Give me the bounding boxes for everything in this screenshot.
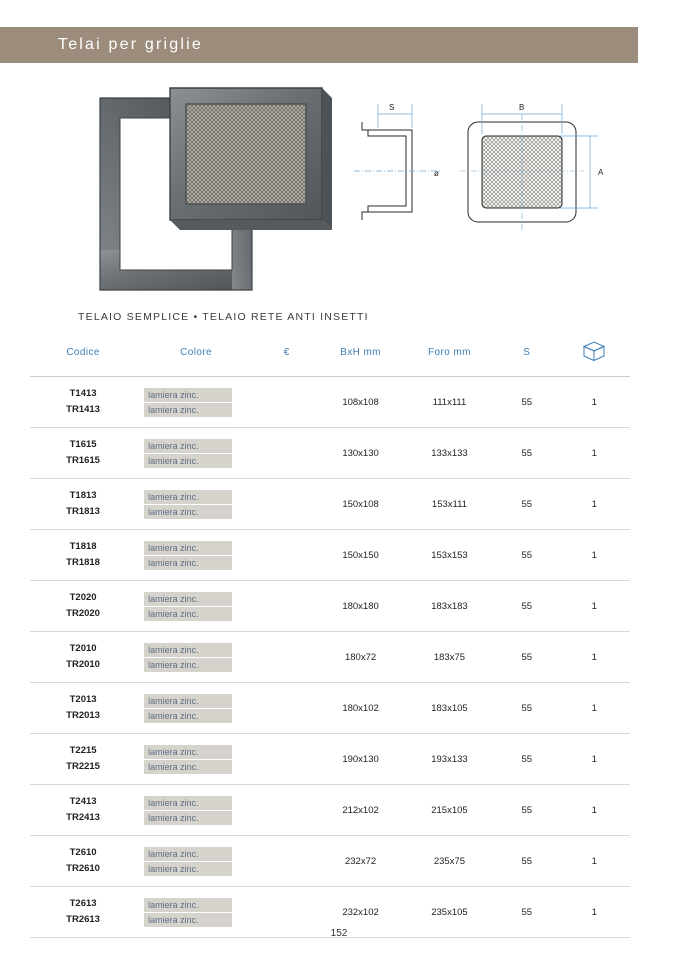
cell-colore (136, 734, 256, 785)
code-value: TR1818 (66, 557, 100, 568)
code-value: T1615 (69, 439, 97, 450)
table-row (30, 581, 630, 632)
cell-colore (136, 530, 256, 581)
code-value: TR1615 (66, 455, 100, 466)
cell-euro (256, 836, 317, 887)
cell-bxh: 150x150 (317, 530, 403, 581)
cell-foro: 183x105 (404, 683, 495, 734)
specifications-table (30, 340, 630, 938)
color-swatch: lamiera zinc. (144, 811, 232, 825)
cell-colore (136, 377, 256, 428)
code-value: T2215 (69, 745, 97, 756)
cell-s: 55 (495, 887, 558, 938)
page-number: 152 (330, 928, 348, 939)
cell-s: 55 (495, 479, 558, 530)
table-row (30, 632, 630, 683)
cell-euro (256, 632, 317, 683)
code-value: TR1413 (66, 404, 100, 415)
cell-euro (256, 785, 317, 836)
table-row (30, 428, 630, 479)
color-swatch: lamiera zinc. (144, 847, 232, 861)
color-swatch: lamiera zinc. (144, 505, 232, 519)
cell-foro: 153x111 (404, 479, 495, 530)
column-header-codice: Codice (30, 340, 136, 377)
cell-foro: 215x105 (404, 785, 495, 836)
cell-codice (30, 785, 136, 836)
code-value: TR2610 (66, 863, 100, 874)
cell-s: 55 (495, 581, 558, 632)
cell-box: 1 (559, 836, 631, 887)
column-header-foro: Foro mm (404, 340, 495, 377)
code-value: T2613 (69, 898, 97, 909)
cell-euro (256, 683, 317, 734)
cell-bxh: 150x108 (317, 479, 403, 530)
cell-bxh: 180x72 (317, 632, 403, 683)
column-header-box (559, 340, 631, 377)
product-illustration (0, 72, 678, 300)
box-icon (583, 341, 605, 361)
illustration-caption: TELAIO SEMPLICE • TELAIO RETE ANTI INSETTI (78, 311, 369, 323)
telaio-photo (82, 80, 342, 295)
cell-euro (256, 428, 317, 479)
cell-bxh: 190x130 (317, 734, 403, 785)
color-swatch: lamiera zinc. (144, 541, 232, 555)
cell-codice (30, 683, 136, 734)
cell-euro (256, 479, 317, 530)
svg-text:A: A (598, 168, 604, 177)
code-value: TR2013 (66, 710, 100, 721)
color-swatch: lamiera zinc. (144, 592, 232, 606)
column-header-s: S (495, 340, 558, 377)
table-header-row (30, 340, 630, 377)
page-header-bar (0, 27, 638, 63)
code-value: TR2020 (66, 608, 100, 619)
cell-bxh: 108x108 (317, 377, 403, 428)
color-swatch: lamiera zinc. (144, 607, 232, 621)
cell-colore (136, 683, 256, 734)
cell-codice (30, 836, 136, 887)
color-swatch: lamiera zinc. (144, 745, 232, 759)
column-header-colore: Colore (136, 340, 256, 377)
table-row (30, 683, 630, 734)
cell-colore (136, 428, 256, 479)
column-header-bxh: BxH mm (317, 340, 403, 377)
code-value: TR2613 (66, 914, 100, 925)
cell-foro: 183x75 (404, 632, 495, 683)
code-value: T1818 (69, 541, 97, 552)
code-value: T2013 (69, 694, 97, 705)
cell-s: 55 (495, 632, 558, 683)
cell-box: 1 (559, 683, 631, 734)
table-body (30, 377, 630, 938)
cell-box: 1 (559, 785, 631, 836)
color-swatch: lamiera zinc. (144, 898, 232, 912)
cell-euro (256, 734, 317, 785)
color-swatch: lamiera zinc. (144, 709, 232, 723)
cell-box: 1 (559, 581, 631, 632)
cell-codice (30, 632, 136, 683)
code-value: T2010 (69, 643, 97, 654)
color-swatch: lamiera zinc. (144, 913, 232, 927)
cell-foro: 133x133 (404, 428, 495, 479)
cell-box: 1 (559, 887, 631, 938)
cell-foro: 153x153 (404, 530, 495, 581)
cell-bxh: 212x102 (317, 785, 403, 836)
table-row (30, 479, 630, 530)
cell-colore (136, 632, 256, 683)
cell-bxh: 180x102 (317, 683, 403, 734)
cell-s: 55 (495, 428, 558, 479)
cell-s: 55 (495, 683, 558, 734)
cell-box: 1 (559, 377, 631, 428)
code-value: TR1813 (66, 506, 100, 517)
svg-text:S: S (389, 103, 395, 112)
cell-foro: 235x105 (404, 887, 495, 938)
cell-colore (136, 836, 256, 887)
color-swatch: lamiera zinc. (144, 643, 232, 657)
cell-euro (256, 377, 317, 428)
cell-box: 1 (559, 428, 631, 479)
color-swatch: lamiera zinc. (144, 454, 232, 468)
cell-foro: 235x75 (404, 836, 495, 887)
table-row (30, 734, 630, 785)
color-swatch: lamiera zinc. (144, 490, 232, 504)
cell-bxh: 232x102 (317, 887, 403, 938)
color-swatch: lamiera zinc. (144, 556, 232, 570)
table-row (30, 785, 630, 836)
technical-drawing (350, 100, 620, 265)
code-value: T2610 (69, 847, 97, 858)
cell-foro: 183x183 (404, 581, 495, 632)
color-swatch: lamiera zinc. (144, 403, 232, 417)
cell-colore (136, 479, 256, 530)
code-value: TR2215 (66, 761, 100, 772)
cell-codice (30, 428, 136, 479)
cell-bxh: 180x180 (317, 581, 403, 632)
cell-euro (256, 530, 317, 581)
code-value: T1813 (69, 490, 97, 501)
svg-text:B: B (519, 103, 525, 112)
cell-s: 55 (495, 836, 558, 887)
svg-text:ø: ø (434, 169, 439, 178)
cell-box: 1 (559, 479, 631, 530)
cell-box: 1 (559, 530, 631, 581)
cell-colore (136, 785, 256, 836)
cell-s: 55 (495, 377, 558, 428)
column-header-euro: € (256, 340, 317, 377)
code-value: T2413 (69, 796, 97, 807)
cell-codice (30, 479, 136, 530)
cell-s: 55 (495, 785, 558, 836)
cell-box: 1 (559, 632, 631, 683)
table-row (30, 530, 630, 581)
code-value: TR2010 (66, 659, 100, 670)
cell-foro: 111x111 (404, 377, 495, 428)
color-swatch: lamiera zinc. (144, 439, 232, 453)
cell-colore (136, 581, 256, 632)
color-swatch: lamiera zinc. (144, 694, 232, 708)
code-value: T1413 (69, 388, 97, 399)
cell-s: 55 (495, 530, 558, 581)
cell-codice (30, 377, 136, 428)
color-swatch: lamiera zinc. (144, 760, 232, 774)
color-swatch: lamiera zinc. (144, 796, 232, 810)
page-title: Telai per griglie (58, 36, 204, 53)
code-value: TR2413 (66, 812, 100, 823)
cell-foro: 193x133 (404, 734, 495, 785)
table-row (30, 836, 630, 887)
color-swatch: lamiera zinc. (144, 388, 232, 402)
cell-euro (256, 581, 317, 632)
table-row (30, 377, 630, 428)
code-value: T2020 (69, 592, 97, 603)
cell-codice (30, 734, 136, 785)
cell-bxh: 232x72 (317, 836, 403, 887)
color-swatch: lamiera zinc. (144, 862, 232, 876)
cell-codice (30, 530, 136, 581)
cell-bxh: 130x130 (317, 428, 403, 479)
cell-codice (30, 581, 136, 632)
cell-box: 1 (559, 734, 631, 785)
color-swatch: lamiera zinc. (144, 658, 232, 672)
cell-s: 55 (495, 734, 558, 785)
